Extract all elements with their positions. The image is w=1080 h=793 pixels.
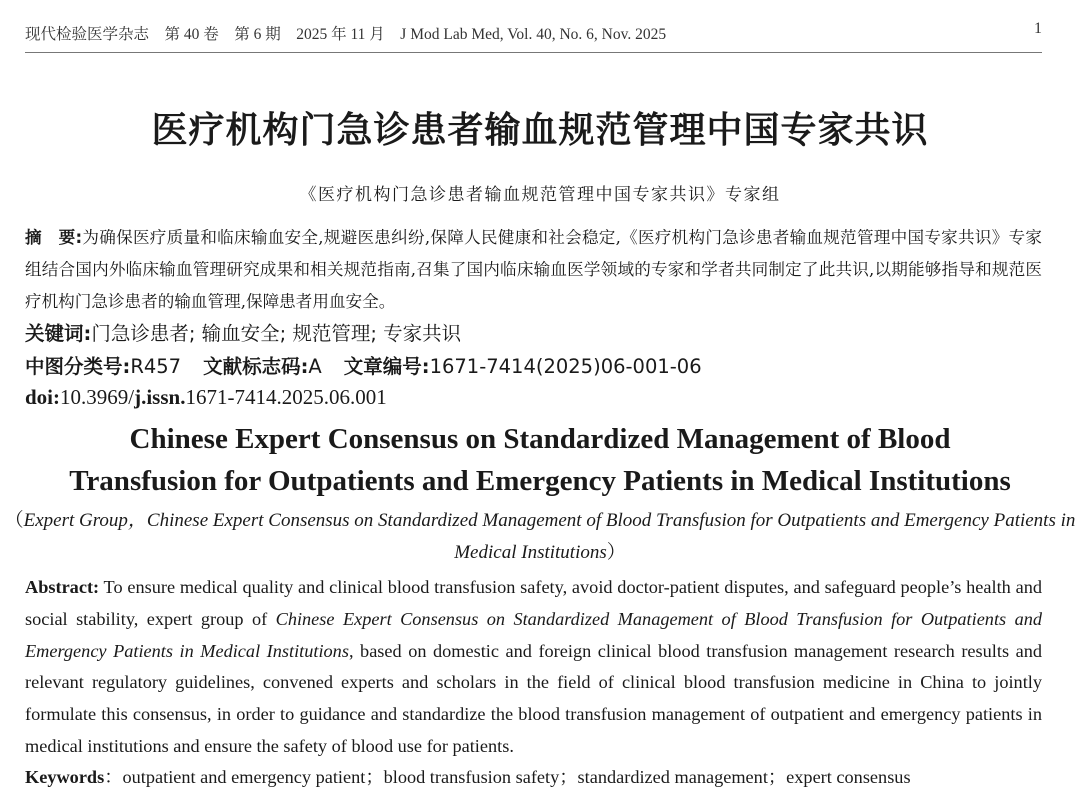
english-title-line-1: Chinese Expert Consensus on Standardized Management of Blood	[129, 423, 951, 455]
chinese-abstract-text: 为确保医疗质量和临床输血安全,规避医患纠纷,保障人民健康和社会稳定,《医疗机构门急诊患者输血规范管理中国专家共识》专家组结合国内外临床输血管理研究成果和相关规范指南,召集了国内临床输血医学领域的专家和学者共同制定了此共识,以期能够指导和规范医疗机构门急诊患者的输血管理,保障患者用血安全。	[25, 228, 1042, 311]
classification-line	[25, 351, 702, 379]
journal-citation: 现代检验医学杂志 第 40 卷 第 6 期 2025 年 11 月 J Mod Lab Med, Vol. 40, No. 6, Nov. 2025	[25, 26, 667, 43]
english-author-group: （Expert Group，Chinese Expert Consensus on Standardized Management of Blood Transfusion for Outpatients and Emergency Patients in Medical Institutions）	[4, 510, 1076, 563]
doc-code-value: A	[308, 355, 322, 378]
english-author-text: Expert Group，Chinese Expert Consensus on Standardized Management of Blood Transfusion for Outpatients and Emergency Patients in Medical Institutions	[23, 510, 1076, 563]
chinese-keywords-text: 门急诊患者; 输血安全; 规范管理; 专家共识	[91, 322, 462, 345]
chinese-keywords	[25, 318, 461, 346]
doi-bold-part: j.issn.	[134, 385, 186, 409]
chinese-title: 医疗机构门急诊患者输血规范管理中国专家共识	[151, 109, 929, 151]
english-abstract-italic-title: Chinese Expert Consensus on Standardized Management of Blood Transfusion for Outpatients and Emergency Patients in Medical Institutions	[25, 608, 1042, 661]
doc-code-label: 文献标志码:	[203, 355, 309, 378]
header-rule	[25, 52, 1042, 53]
english-keywords: Keywords：outpatient and emergency patient；blood transfusion safety；standardized management；expert consensus	[25, 767, 911, 787]
article-no-value: 1671-7414(2025)06-001-06	[429, 355, 702, 378]
doi-line	[25, 385, 387, 410]
chinese-keywords-label: 关键词:	[25, 322, 92, 345]
clc-value: R457	[130, 355, 182, 378]
doi-prefix: doi:	[25, 385, 61, 409]
english-title-line-2: Transfusion for Outpatients and Emergency Patients in Medical Institutions	[69, 465, 1011, 497]
english-abstract-label: Abstract:	[25, 577, 100, 597]
doi-value-2: 1671-7414.2025.06.001	[185, 385, 387, 409]
english-keywords-text: outpatient and emergency patient；blood transfusion safety；standardized management；expert consensus	[122, 767, 911, 787]
article-no-label: 文章编号:	[343, 355, 430, 378]
doi-value-1: 10.3969/	[60, 385, 135, 409]
english-title	[0, 418, 1080, 502]
english-keywords-label: Keywords	[25, 767, 105, 787]
page-number: 1	[1034, 20, 1042, 37]
chinese-abstract-label: 摘 要:	[25, 228, 83, 247]
chinese-abstract	[25, 222, 1042, 318]
english-abstract: Abstract: To ensure medical quality and clinical blood transfusion safety, avoid doctor-patient disputes, and safeguard people’s health and social stability, expert group of Chinese Expert Consensus on Standardized Management of Blood Transfusion for Outpatients and Emergency Patients in Medical Institutions, based on domestic and foreign clinical blood transfusion management research results and relevant regulatory guidelines, convened experts and scholars in the field of clinical blood transfusion medicine in China to jointly formulate this consensus, in order to guidance and standardize the blood transfusion management of outpatient and emergency patients in medical institutions and ensure the safety of blood use for patients.	[25, 577, 1042, 756]
clc-label: 中图分类号:	[25, 355, 131, 378]
chinese-author-group: 《医疗机构门急诊患者输血规范管理中国专家共识》专家组	[299, 185, 781, 205]
running-header	[25, 22, 1042, 44]
